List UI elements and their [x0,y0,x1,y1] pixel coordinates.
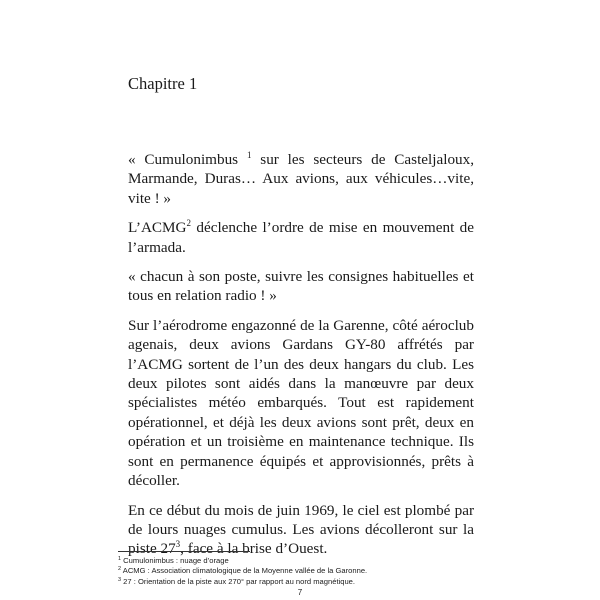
page-number: 7 [297,588,303,597]
footnote-text: Cumulonimbus : nuage d’orage [121,556,229,565]
footnote-number: 1 [118,556,122,562]
footnote-text: 27 : Orientation de la piste aux 270° par rapport au nord magnétique. [121,576,356,586]
footnote-ref-1: 1 [246,150,252,160]
paragraph-2-end: déclenche l’ordre de mise en mouvement de l’armada. [128,219,474,256]
paragraph-2-start: L’ACMG [128,219,187,237]
paragraph-1-end: sur les secteurs de Casteljaloux, Marmande, Duras… Aux avions, aux véhicules…vite, vite ! » [128,151,475,207]
footnote-3 [118,577,478,587]
footnotes [118,556,478,587]
footnote-1 [118,556,478,566]
paragraph-5-start: En ce début du mois de juin 1969, le ciel est plombé par de lours nuages cumulus. Les avions décolleront sur la piste 27 [128,501,474,558]
footnote-ref-2: 2 [186,218,192,229]
body-text [128,150,474,569]
footnote-2 [118,566,478,576]
paragraph-1-start: « Cumulonimbus [128,151,239,168]
paragraph-5 [128,501,474,559]
chapter-title: Chapitre 1 [128,74,198,93]
paragraph-1 [128,150,474,208]
paragraph-4: Sur l’aérodrome engazonné de la Garenne, côté aéroclub agenais, deux avions Gardans GY-80 affrétés par l’ACMG sortent de l’un des deux hangars du club. Les deux pilotes sont aidés dans la manœuvre par deux spécialistes météo embarqués. Tout est rapidement opérationnel, et déjà les deux avions sont prêt, deux en opération et un troisième en maintenance technique. Ils sont en permanence équipés et approvisionnés, prêts à décoller. [128,316,474,490]
footnote-number: 3 [118,576,122,583]
footnote-ref-3: 3 [175,539,181,550]
footnote-number: 2 [118,566,122,573]
footnote-text: ACMG : Association climatologique de la Moyenne vallée de la Garonne. [121,566,368,576]
paragraph-5-end: , face à la brise d’Ouest. [180,540,328,558]
footnote-divider [118,551,250,552]
paragraph-3: « chacun à son poste, suivre les consignes habituelles et tous en relation radio ! » [128,268,474,305]
paragraph-2 [128,218,474,257]
